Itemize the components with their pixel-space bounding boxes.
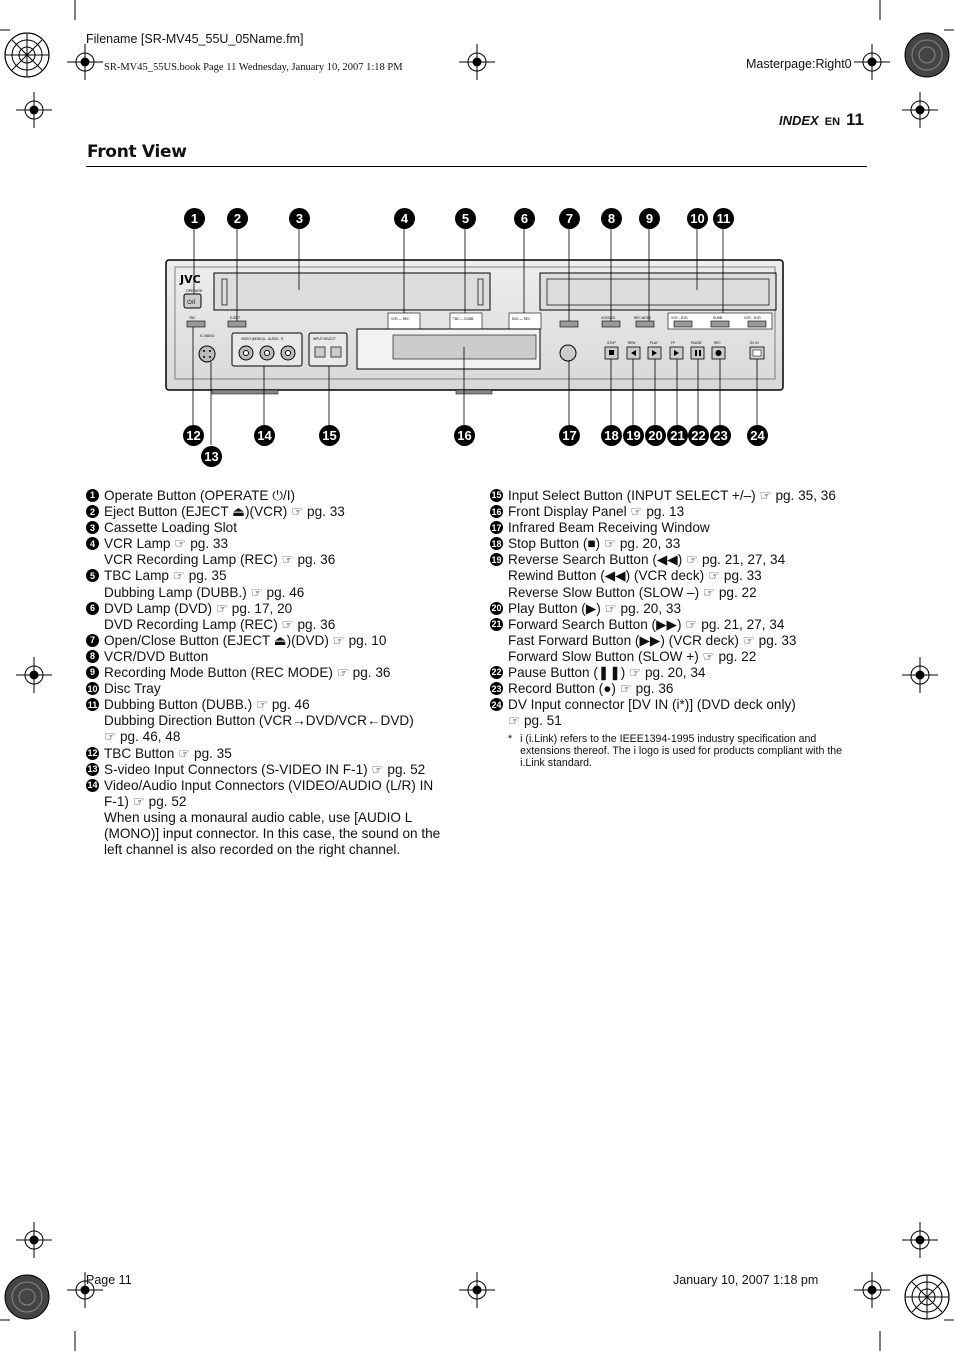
section-title: Front View [87, 142, 187, 162]
item-number: 13 [87, 764, 98, 775]
list-item: 7 Open/Close Button (EJECT ⏏)(DVD) ☞ pg. 10 [86, 633, 471, 649]
item-number: 19 [491, 554, 502, 565]
svg-text:DVD — REC: DVD — REC [512, 317, 531, 321]
callout-4: 4 [394, 208, 415, 229]
item-number: 17 [491, 522, 502, 533]
callout-16: 16 [454, 425, 475, 446]
callout-5: 5 [455, 208, 476, 229]
svg-text:VCR/DVD: VCR/DVD [601, 316, 616, 320]
section-rule [86, 166, 867, 167]
rec-mode-button [636, 321, 654, 327]
item-number: 12 [87, 747, 98, 758]
list-item: 21 Forward Search Button (▶▶) ☞ pg. 21, 27, 34 Fast Forward Button (▶▶) (VCR deck) ☞ pg. 33 Forward Slow Button (SLOW +) ☞ pg. 22 [491, 616, 797, 664]
svg-text:VCR←DVD: VCR←DVD [744, 316, 761, 320]
list-item: 3 Cassette Loading Slot [86, 520, 471, 536]
svg-text:DV IN: DV IN [750, 341, 759, 345]
list-item: 8 VCR/DVD Button [86, 649, 471, 665]
book-info-line: SR-MV45_55US.book Page 11 Wednesday, January 10, 2007 1:18 PM [104, 62, 403, 73]
svg-text:FF: FF [671, 341, 675, 345]
item-number: 1 [86, 489, 99, 502]
parts-list-right [490, 488, 870, 769]
item-number: 11 [87, 699, 98, 710]
callout-12: 12 [183, 425, 204, 446]
item-number: 23 [491, 683, 502, 694]
svg-text:S-VIDEO: S-VIDEO [200, 334, 215, 338]
front-panel-diagram [0, 195, 954, 475]
svg-text:VCR→DVD: VCR→DVD [671, 316, 688, 320]
language-label: EN [824, 116, 841, 128]
callout-3: 3 [289, 208, 310, 229]
running-header [779, 110, 864, 130]
callout-22: 22 [688, 425, 709, 446]
tbc-lamp [450, 313, 482, 329]
list-item: 19 Reverse Search Button (◀◀) ☞ pg. 21, 27, 34 Rewind Button (◀◀) (VCR deck) ☞ pg. 33 Reverse Slow Button (SLOW –) ☞ pg. 22 [491, 552, 786, 600]
cassette-slot [214, 273, 490, 310]
page-number: 11 [846, 110, 864, 129]
list-item: 4 VCR Lamp ☞ pg. 33 VCR Recording Lamp (REC) ☞ pg. 36 [86, 536, 471, 568]
list-item: 13 S-video Input Connectors (S-VIDEO IN F-1) ☞ pg. 52 [87, 761, 426, 777]
item-number: 2 [86, 505, 99, 518]
item-number: 7 [86, 634, 99, 647]
item-number: 24 [491, 699, 502, 710]
callout-24: 24 [747, 425, 768, 446]
masterpage-label: Masterpage:Right0 [746, 57, 852, 71]
item-number: 3 [86, 521, 99, 534]
callout-10: 10 [687, 208, 708, 229]
callout-1: 1 [184, 208, 205, 229]
svg-text:DUBB.: DUBB. [713, 316, 723, 320]
callout-11: 11 [713, 208, 734, 229]
footer-date: January 10, 2007 1:18 pm [673, 1273, 819, 1287]
item-number: 20 [491, 603, 502, 614]
item-number: 9 [86, 666, 99, 679]
disc-tray [540, 273, 776, 310]
item-number: 14 [87, 780, 98, 791]
eject-dvd-button [560, 321, 578, 327]
callout-7: 7 [559, 208, 580, 229]
callout-15: 15 [319, 425, 340, 446]
item-number: 5 [86, 569, 99, 582]
list-item: 15 Input Select Button (INPUT SELECT +/–) ☞ pg. 35, 36 [491, 488, 836, 503]
callout-21: 21 [667, 425, 688, 446]
dvd-lamp [509, 313, 541, 329]
list-item: 17 Infrared Beam Receiving Window [491, 520, 710, 536]
callout-2: 2 [227, 208, 248, 229]
list-item: 14 Video/Audio Input Connectors (VIDEO/AUDIO (L/R) IN F-1) ☞ pg. 52 When using a monaural audio cable, use [AUDIO L (MONO)] input connector. In this case, the sound on the left channel is also recorded on the right channel. [87, 777, 441, 858]
svg-text:INPUT SELECT: INPUT SELECT [313, 337, 336, 341]
item-number: 8 [86, 650, 99, 663]
callout-14: 14 [254, 425, 275, 446]
svg-text:PAUSE: PAUSE [691, 341, 702, 345]
svg-text:REC MODE: REC MODE [634, 316, 652, 320]
vcr-lamp [388, 313, 420, 329]
svg-text:OPERATE: OPERATE [186, 289, 203, 293]
list-item: 20 Play Button (▶) ☞ pg. 20, 33 [491, 600, 682, 616]
svg-text:VCR — REC: VCR — REC [391, 317, 410, 321]
list-item: 16 Front Display Panel ☞ pg. 13 [491, 504, 685, 520]
svg-text:TBC — DUBB.: TBC — DUBB. [453, 317, 475, 321]
svg-text:STOP: STOP [607, 341, 616, 345]
callout-20: 20 [645, 425, 666, 446]
svg-text:REW: REW [628, 341, 636, 345]
ir-window [560, 345, 576, 361]
pause-button [691, 347, 704, 359]
callout-19: 19 [623, 425, 644, 446]
item-number: 15 [491, 490, 502, 501]
list-item: 5 TBC Lamp ☞ pg. 35 Dubbing Lamp (DUBB.) ☞ pg. 46 [86, 568, 471, 600]
list-item: 2 Eject Button (EJECT ⏏)(VCR) ☞ pg. 33 [86, 504, 471, 520]
callout-23: 23 [710, 425, 731, 446]
svg-text:VIDEO (MONO)L - AUDIO - R: VIDEO (MONO)L - AUDIO - R [241, 337, 284, 341]
item-number: 6 [86, 602, 99, 615]
brand-logo: JVC [180, 273, 201, 286]
svg-text:TBC: TBC [189, 316, 196, 320]
list-item: 18 Stop Button (■) ☞ pg. 20, 33 [491, 536, 681, 552]
s-video-connector [199, 346, 215, 362]
svg-text:EJECT: EJECT [230, 316, 241, 320]
index-label: INDEX [779, 113, 819, 128]
callout-6: 6 [514, 208, 535, 229]
callout-17: 17 [559, 425, 580, 446]
callout-18: 18 [601, 425, 622, 446]
callout-13: 13 [201, 446, 222, 467]
list-item: 10 Disc Tray [87, 681, 161, 697]
item-number: 18 [491, 538, 502, 549]
svg-text:PLAY: PLAY [650, 341, 658, 345]
list-item: 23 Record Button (●) ☞ pg. 36 [491, 681, 674, 697]
list-item: 22 Pause Button (❚❚) ☞ pg. 20, 34 [491, 665, 706, 681]
item-number: 21 [491, 619, 502, 630]
tbc-button [187, 321, 205, 327]
list-item: 6 DVD Lamp (DVD) ☞ pg. 17, 20 DVD Recording Lamp (REC) ☞ pg. 36 [86, 601, 471, 633]
list-item: 12 TBC Button ☞ pg. 35 [87, 745, 232, 761]
vcr-dvd-button [602, 321, 620, 327]
footnote-mark: * [508, 733, 513, 746]
registration-rosette-icon [5, 33, 49, 77]
list-item: 9 Recording Mode Button (REC MODE) ☞ pg. 36 [86, 665, 471, 681]
svg-text:⏻/I: ⏻/I [187, 300, 196, 306]
item-number: 22 [491, 667, 502, 678]
list-item: 1 Operate Button (OPERATE ⏻/I) [86, 488, 471, 504]
footer-page: Page 11 [86, 1273, 132, 1287]
filename-label: Filename [SR-MV45_55U_05Name.fm] [86, 32, 304, 46]
parts-list-left [86, 488, 471, 858]
callout-8: 8 [601, 208, 622, 229]
list-item: 11 Dubbing Button (DUBB.) ☞ pg. 46 Dubbing Direction Button (VCR→DVD/VCR←DVD) ☞ pg. 46, 48 [87, 697, 414, 745]
eject-vcr-button [228, 321, 246, 327]
item-number: 10 [87, 683, 98, 694]
item-number: 4 [86, 537, 99, 550]
footnote: * i (i.Link) refers to the IEEE1394-1995 industry specification and extensions thereof. The i logo is used for products compliant with the i.Link standard. [508, 733, 843, 770]
svg-text:REC: REC [714, 341, 721, 345]
list-item: 24 DV Input connector [DV IN (i*)] (DVD deck only) ☞ pg. 51 [491, 697, 796, 729]
callout-9: 9 [639, 208, 660, 229]
item-number: 16 [491, 506, 502, 517]
